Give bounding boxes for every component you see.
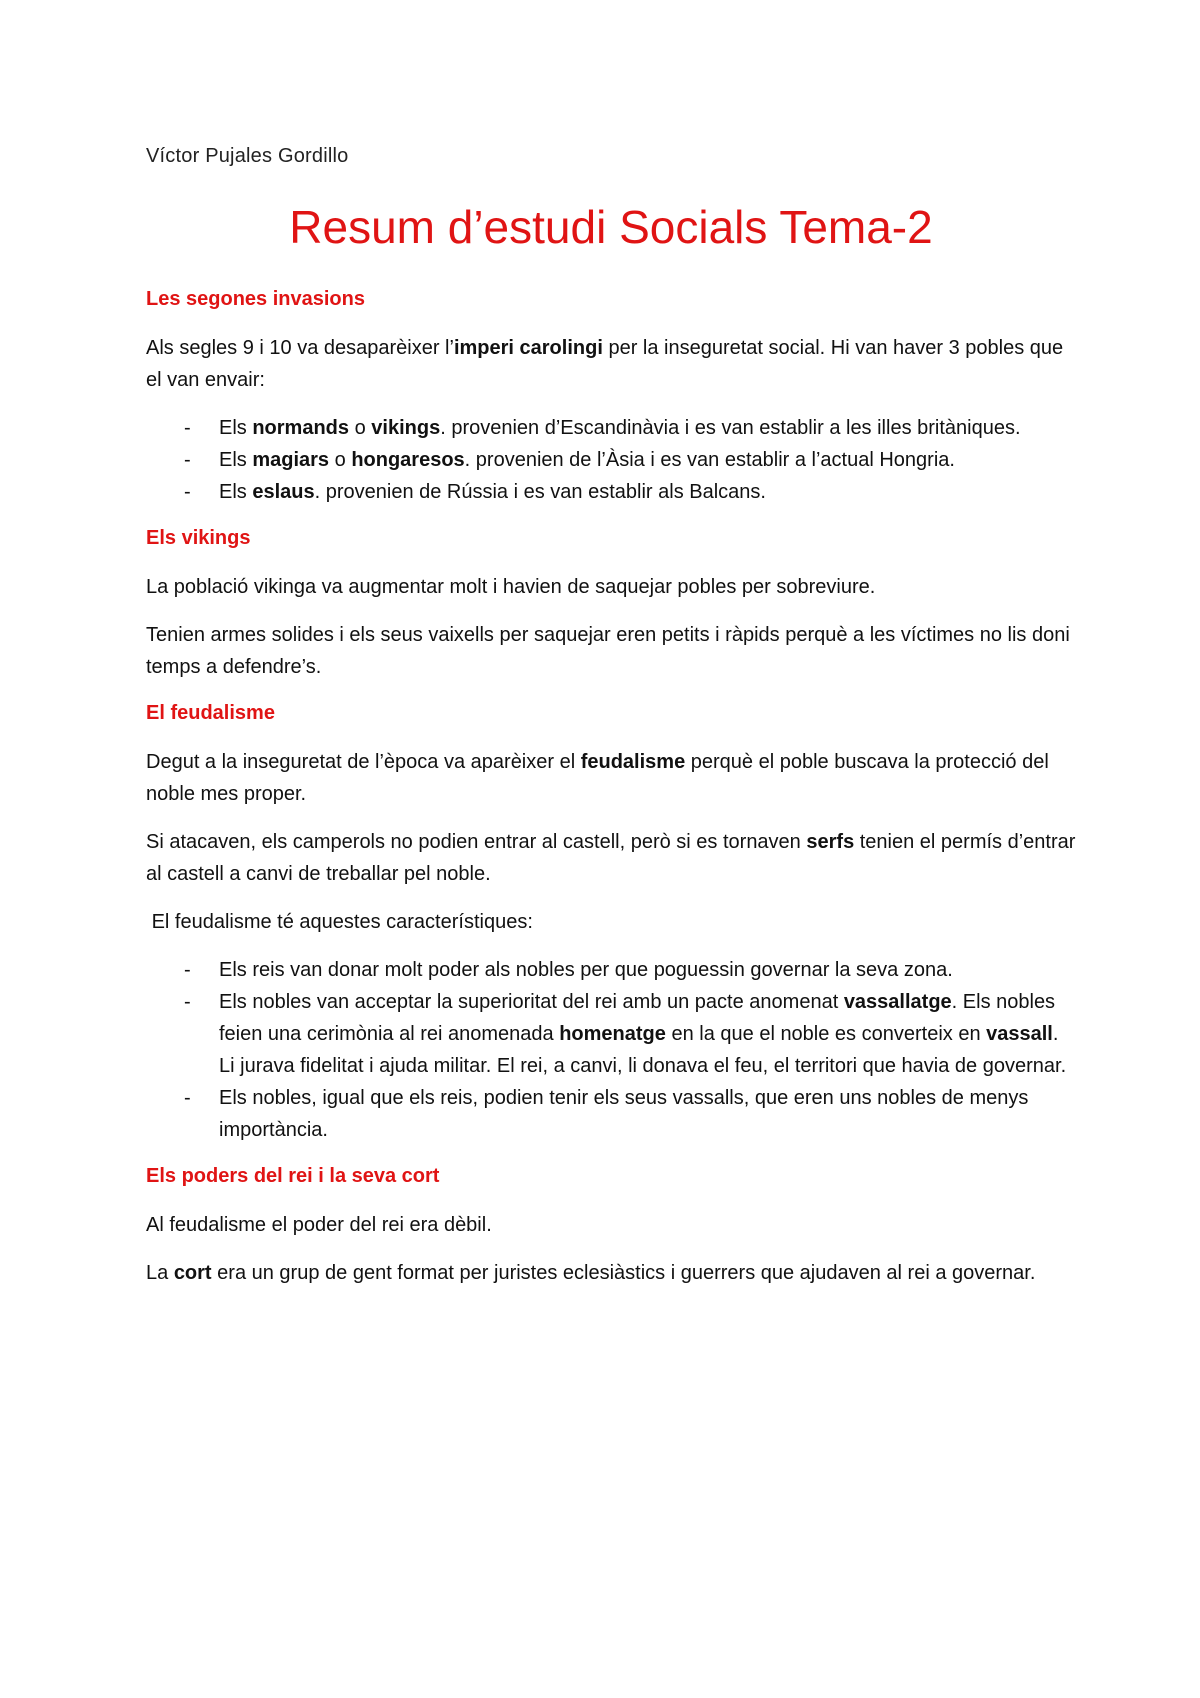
bullet-list-invasions [146, 412, 1076, 508]
list-item [146, 954, 1076, 986]
bullet-list-feudalism [146, 954, 1076, 1146]
paragraph: Degut a la inseguretat de l’època va aparèixer el feudalisme perquè el poble buscava la protecció del noble mes proper. [146, 751, 1049, 805]
bold-term: hongaresos [351, 449, 465, 471]
bold-term: vassallatge [843, 991, 952, 1013]
section-heading-invasions: Les segones invasions [146, 288, 365, 310]
list-item-text: Els eslaus. provenien de Rússia i es van establir als Balcans. [219, 481, 766, 503]
document-body [146, 143, 1076, 1305]
author-name: Víctor Pujales Gordillo [146, 145, 349, 167]
dash-bullet: - [184, 959, 191, 981]
paragraph: El feudalisme té aquestes característiques: [146, 911, 533, 933]
list-item [146, 1082, 1076, 1146]
bold-term: eslaus [252, 481, 315, 503]
paragraph: Als segles 9 i 10 va desaparèixer l’imperi carolingi per la inseguretat social. Hi van haver 3 pobles que el van envair: [146, 337, 1064, 391]
list-item [146, 444, 1076, 476]
dash-bullet: - [184, 481, 191, 503]
bold-term: normands [252, 417, 350, 439]
list-item-text: Els reis van donar molt poder als nobles per que poguessin governar la seva zona. [219, 959, 953, 981]
section-heading-vikings: Els vikings [146, 527, 251, 549]
list-item-text: Els magiars o hongaresos. provenien de l’Àsia i es van establir a l’actual Hongria. [219, 449, 955, 471]
paragraph: La població vikinga va augmentar molt i havien de saquejar pobles per sobreviure. [146, 576, 876, 598]
bold-term: feudalisme [580, 751, 686, 773]
list-item [146, 986, 1076, 1082]
section-heading-feudalism: El feudalisme [146, 702, 275, 724]
bold-term: homenatge [559, 1023, 666, 1045]
dash-bullet: - [184, 991, 191, 1013]
list-item-text: Els normands o vikings. provenien d’Escandinàvia i es van establir a les illes britàniques. [219, 417, 1021, 439]
list-item [146, 476, 1076, 508]
bold-term: cort [173, 1262, 212, 1284]
list-item-text: Els nobles, igual que els reis, podien tenir els seus vassalls, que eren uns nobles de menys importància. [219, 1087, 1029, 1141]
paragraph: Al feudalisme el poder del rei era dèbil. [146, 1214, 492, 1236]
section-heading-king-court: Els poders del rei i la seva cort [146, 1165, 440, 1187]
dash-bullet: - [184, 449, 191, 471]
bold-term: imperi carolingi [453, 337, 603, 359]
paragraph: Tenien armes solides i els seus vaixells per saquejar eren petits i ràpids perquè a les víctimes no lis doni temps a defendre’s. [146, 624, 1070, 678]
list-item-text: Els nobles van acceptar la superioritat del rei amb un pacte anomenat vassallatge. Els nobles feien una cerimònia al rei anomenada homenatge en la que el noble es converteix en vassall. Li jurava fidelitat i ajuda militar. El rei, a canvi, li donava el feu, el territori que havia de governar. [219, 991, 1067, 1077]
paragraph: Si atacaven, els camperols no podien entrar al castell, però si es tornaven serfs tenien el permís d’entrar al castell a canvi de treballar pel noble. [146, 831, 1076, 885]
bold-term: vassall [986, 1023, 1053, 1045]
dash-bullet: - [184, 417, 191, 439]
bold-term: serfs [806, 831, 855, 853]
paragraph: La cort era un grup de gent format per juristes eclesiàstics i guerrers que ajudaven al rei a governar. [146, 1262, 1036, 1284]
dash-bullet: - [184, 1087, 191, 1109]
document-title: Resum d’estudi Socials Tema-2 [289, 201, 933, 253]
bold-term: magiars [252, 449, 330, 471]
bold-term: vikings [371, 417, 441, 439]
list-item [146, 412, 1076, 444]
